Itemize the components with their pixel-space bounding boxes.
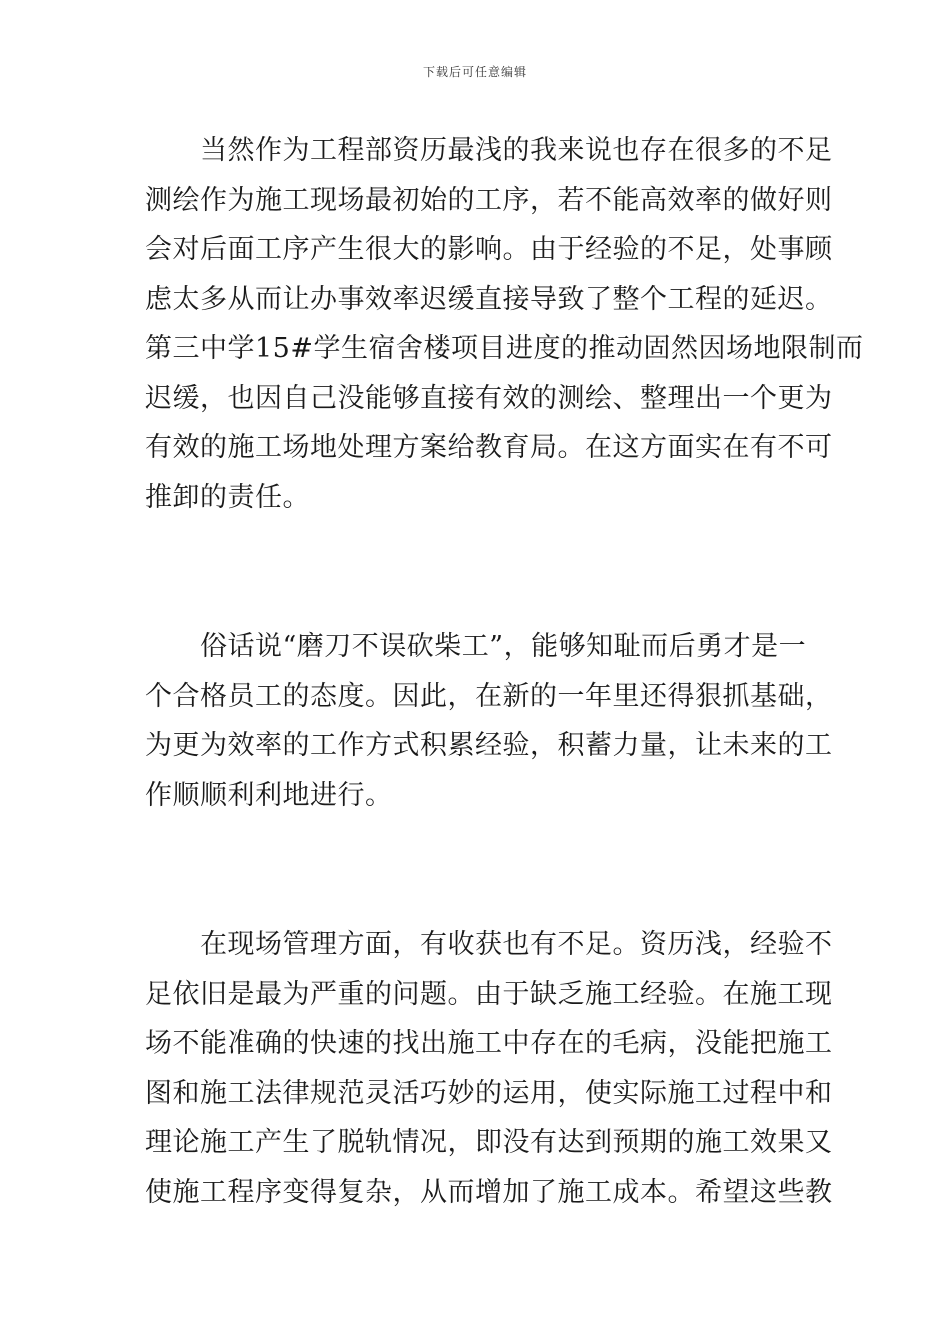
paragraph-line: 场不能准确的快速的找出施工中存在的毛病，没能把施工 (145, 1028, 833, 1059)
header-note: 下载后可任意编辑 (422, 65, 527, 79)
paragraph-line: 个合格员工的态度。因此，在新的一年里还得狠抓基础， (145, 680, 833, 712)
paragraph-line: 图和施工法律规范灵活巧妙的运用，使实际施工过程中和 (145, 1077, 833, 1109)
paragraph-line: 当然作为工程部资历最浅的我来说也存在很多的不足 (145, 135, 833, 166)
paragraph-line: 俗话说“磨刀不误砍柴工”，能够知耻而后勇才是一 (145, 631, 807, 662)
paragraph-line: 足依旧是最为严重的问题。由于缺乏施工经验。在施工现 (145, 978, 833, 1010)
paragraph-3 (145, 920, 833, 1217)
paragraph-1 (145, 126, 864, 522)
paragraph-line: 测绘作为施工现场最初始的工序，若不能高效率的做好则 (145, 184, 833, 216)
paragraph-line: 会对后面工序产生很大的影响。由于经验的不足，处事顾 (145, 234, 833, 265)
paragraph-line: 使施工程序变得复杂，从而增加了施工成本。希望这些教 (145, 1176, 833, 1208)
paragraph-line: 为更为效率的工作方式积累经验，积蓄力量，让未来的工 (145, 730, 833, 761)
paragraph-line: 有效的施工场地处理方案给教育局。在这方面实在有不可 (145, 432, 833, 463)
paragraph-line: 第三中学15#学生宿舍楼项目进度的推动固然因场地限制而 (145, 333, 864, 364)
paragraph-line: 作顺顺利利地进行。 (145, 779, 393, 811)
paragraph-line: 推卸的责任。 (145, 481, 310, 513)
paragraph-2 (145, 622, 833, 820)
paragraph-line: 在现场管理方面，有收获也有不足。资历浅，经验不 (145, 929, 833, 960)
paragraph-line: 迟缓，也因自己没能够直接有效的测绘、整理出一个更为 (145, 382, 833, 414)
paragraph-line: 虑太多从而让办事效率迟缓直接导致了整个工程的延迟。 (145, 283, 833, 315)
paragraph-line: 理论施工产生了脱轨情况，即没有达到预期的施工效果又 (145, 1127, 833, 1158)
